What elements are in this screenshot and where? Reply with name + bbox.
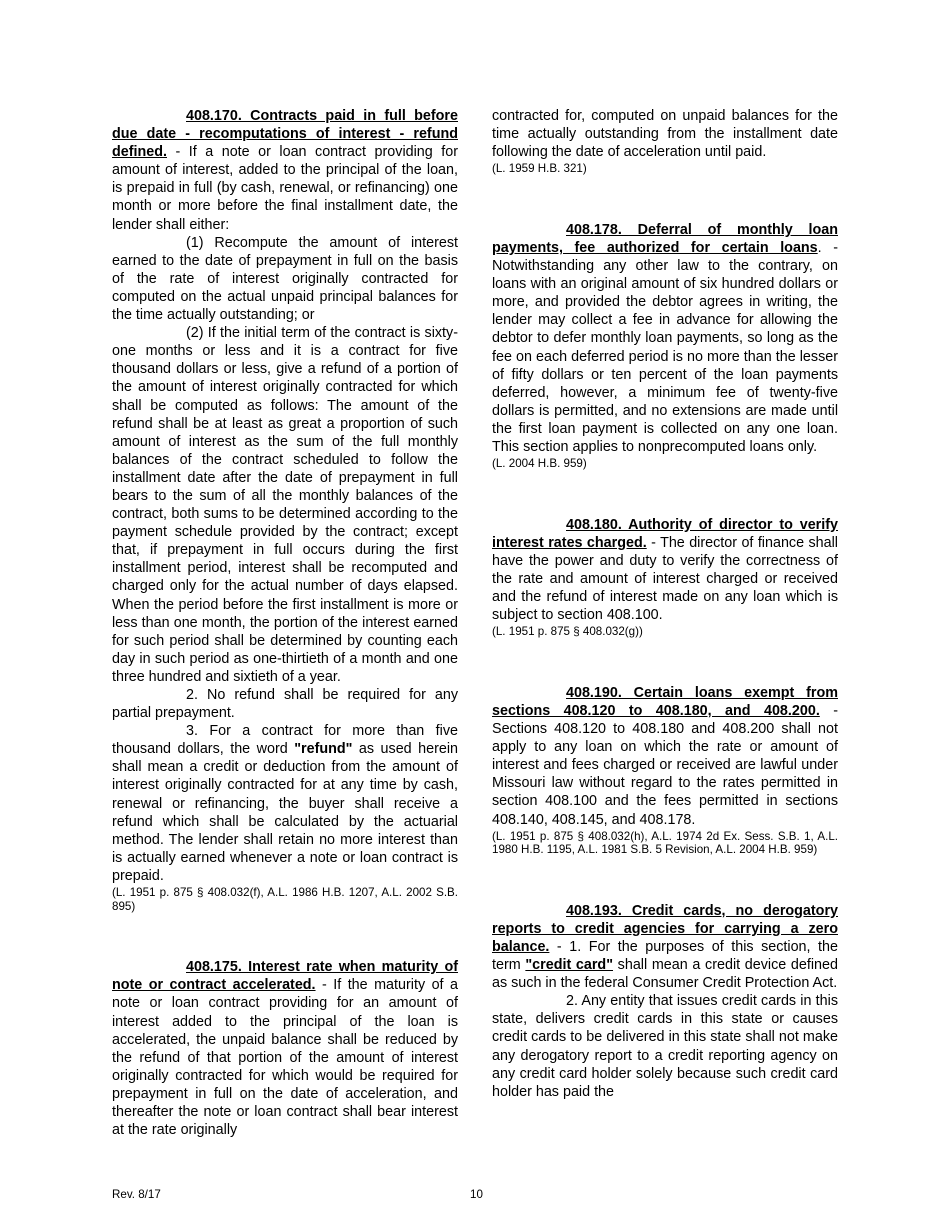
- section-spacer: [492, 857, 838, 902]
- section-spacer: [492, 471, 838, 516]
- footer-revision: Rev. 8/17: [112, 1188, 161, 1201]
- refund-term: "refund": [294, 741, 353, 758]
- section-spacer: [492, 176, 838, 221]
- section-408-180-history: (L. 1951 p. 875 § 408.032(g)): [492, 625, 643, 639]
- section-408-175-heading: 408.175. Interest rate when maturity of note or contract accelerated.: [112, 959, 458, 994]
- section-408-193-intro-a: - 1. For the purposes of this section, the term: [492, 938, 838, 974]
- section-408-178-history: (L. 2004 H.B. 959): [492, 457, 587, 471]
- section-408-170-intro-text: - If a note or loan contract providing for amount of interest, added to the principal of the loan, is prepaid in full (by cash, renewal, or refinancing) one month or more before the final installment date, the lender shall either:: [112, 144, 458, 233]
- section-408-178-body: [492, 221, 838, 456]
- section-408-170-para-1: (1) Recompute the amount of interest earned to the date of prepayment in full on the basis of the rate of interest originally contracted for computed on the actual unpaid principal balances for the time actually outstanding; or: [112, 234, 458, 324]
- right-column: [492, 107, 838, 1101]
- section-408-175-history: (L. 1959 H.B. 321): [492, 162, 587, 176]
- section-408-175-continued: contracted for, computed on unpaid balances for the time actually outstanding from the installment date following the date of acceleration until paid.: [492, 108, 838, 161]
- section-408-170-para-4: [112, 722, 458, 885]
- section-408-180-heading: 408.180. Authority of director to verify interest rates charged.: [492, 516, 838, 551]
- section-408-180-text: - The director of finance shall have the power and duty to verify the correctness of the rate and amount of interest charged or received and the refund of interest made on any loan which is subject to section 408.100.: [492, 534, 838, 624]
- section-408-193-intro-b: shall mean a credit device defined as such in the federal Consumer Credit Protection Act.: [492, 957, 838, 992]
- section-408-193-heading: 408.193. Credit cards, no derogatory reports to credit agencies for carrying a zero balance.: [492, 902, 838, 955]
- section-spacer: [492, 639, 838, 684]
- section-408-175-body: [112, 958, 458, 1139]
- section-408-170-intro: [112, 107, 458, 234]
- section-408-193-para-2: 2. Any entity that issues credit cards in this state, delivers credit cards in this state or causes credit cards to be delivered in this state shall not make any derogatory report to a credit reporting agency on any credit card holder solely because such credit card holder has paid the: [492, 993, 838, 1100]
- section-408-190-heading: 408.190. Certain loans exempt from sections 408.120 to 408.180, and 408.200.: [492, 684, 838, 719]
- section-408-178-heading: 408.178. Deferral of monthly loan payments, fee authorized for certain loans: [492, 221, 838, 256]
- section-408-170-para-2: (2) If the initial term of the contract is sixty-one months or less and it is a contract for five thousand dollars or less, give a refund of a portion of the amount of interest originally contracted for which shall be computed as follows: The amount of the refund shall be at least as great a proportion of such amount of interest as the sum of the full monthly balances of the contract scheduled to follow the installment date after the date of prepayment in full bears to the sum of all the monthly balances of the contract, both sums to be determined according to the payment schedule provided by the contract; except that, if prepayment in full occurs during the first installment period, interest shall be recomputed and charged only for the actual number of days elapsed. When the period before the first installment is more or less than one month, the portion of the interest earned for such period shall be determined by counting each day in such period as one-thirtieth of a month and one three hundred and sixtieth of a year.: [112, 325, 458, 685]
- left-column: [112, 107, 458, 1139]
- section-spacer: [112, 913, 458, 958]
- section-408-180-body: [492, 516, 838, 625]
- section-408-190-body: [492, 684, 838, 829]
- section-408-190-history: (L. 1951 p. 875 § 408.032(h), A.L. 1974 2d Ex. Sess. S.B. 1, A.L. 1980 H.B. 1195, A.L. 1981 S.B. 5 Revision, A.L. 2004 H.B. 959): [492, 829, 838, 857]
- credit-card-term: "credit card": [525, 957, 613, 974]
- footer-page-number: 10: [470, 1188, 483, 1201]
- section-408-175-text: - If the maturity of a note or loan contract providing for an amount of interest added to the principal of the loan is accelerated, the unpaid balance shall be reduced by the refund of that portion of the amount of interest originally contracted for which would be required for prepayment in full on the date of acceleration, and thereafter the note or loan contract shall bear interest at the rate originally: [112, 977, 458, 1139]
- section-408-178-text: . - Notwithstanding any other law to the contrary, on loans with an original amount of six hundred dollars or more, and provided the debtor agrees in writing, the lender may collect a fee in advance for allowing the debtor to defer monthly loan payments, so long as the fee on each deferred period is no more than the lesser of fifty dollars or ten percent of the loan payments deferred, however, a minimum fee of twenty-five dollars is permitted, and no extensions are made until the first loan payment is collected on any one loan. This section applies to nonprecomputed loans only.: [492, 239, 839, 455]
- para-4-lead: 3. For a contract for more than five thousand dollars, the word: [112, 723, 458, 758]
- section-408-170-para-3: 2. No refund shall be required for any partial prepayment.: [112, 687, 458, 722]
- section-408-170-history: (L. 1951 p. 875 § 408.032(f), A.L. 1986 H.B. 1207, A.L. 2002 S.B. 895): [112, 886, 458, 913]
- section-408-193-body: [492, 902, 838, 992]
- para-4-rest: as used herein shall mean a credit or deduction from the amount of interest originally contracted for at any time by cash, renewal or refinancing, the buyer shall receive a refund which shall be calculated by the actuarial method. The lender shall retain no more interest than is actually earned whenever a note or loan contract is prepaid.: [112, 741, 458, 884]
- section-408-190-text: - Sections 408.120 to 408.180 and 408.200 shall not apply to any loan on which the rate or amount of interest and fees charged or received are lawful under Missouri law without regard to the rates permitted in section 408.100 and the fees permitted in sections 408.140, 408.145, and 408.178.: [492, 702, 838, 828]
- section-408-170-heading: 408.170. Contracts paid in full before due date - recomputations of interest - refund defined.: [112, 108, 458, 161]
